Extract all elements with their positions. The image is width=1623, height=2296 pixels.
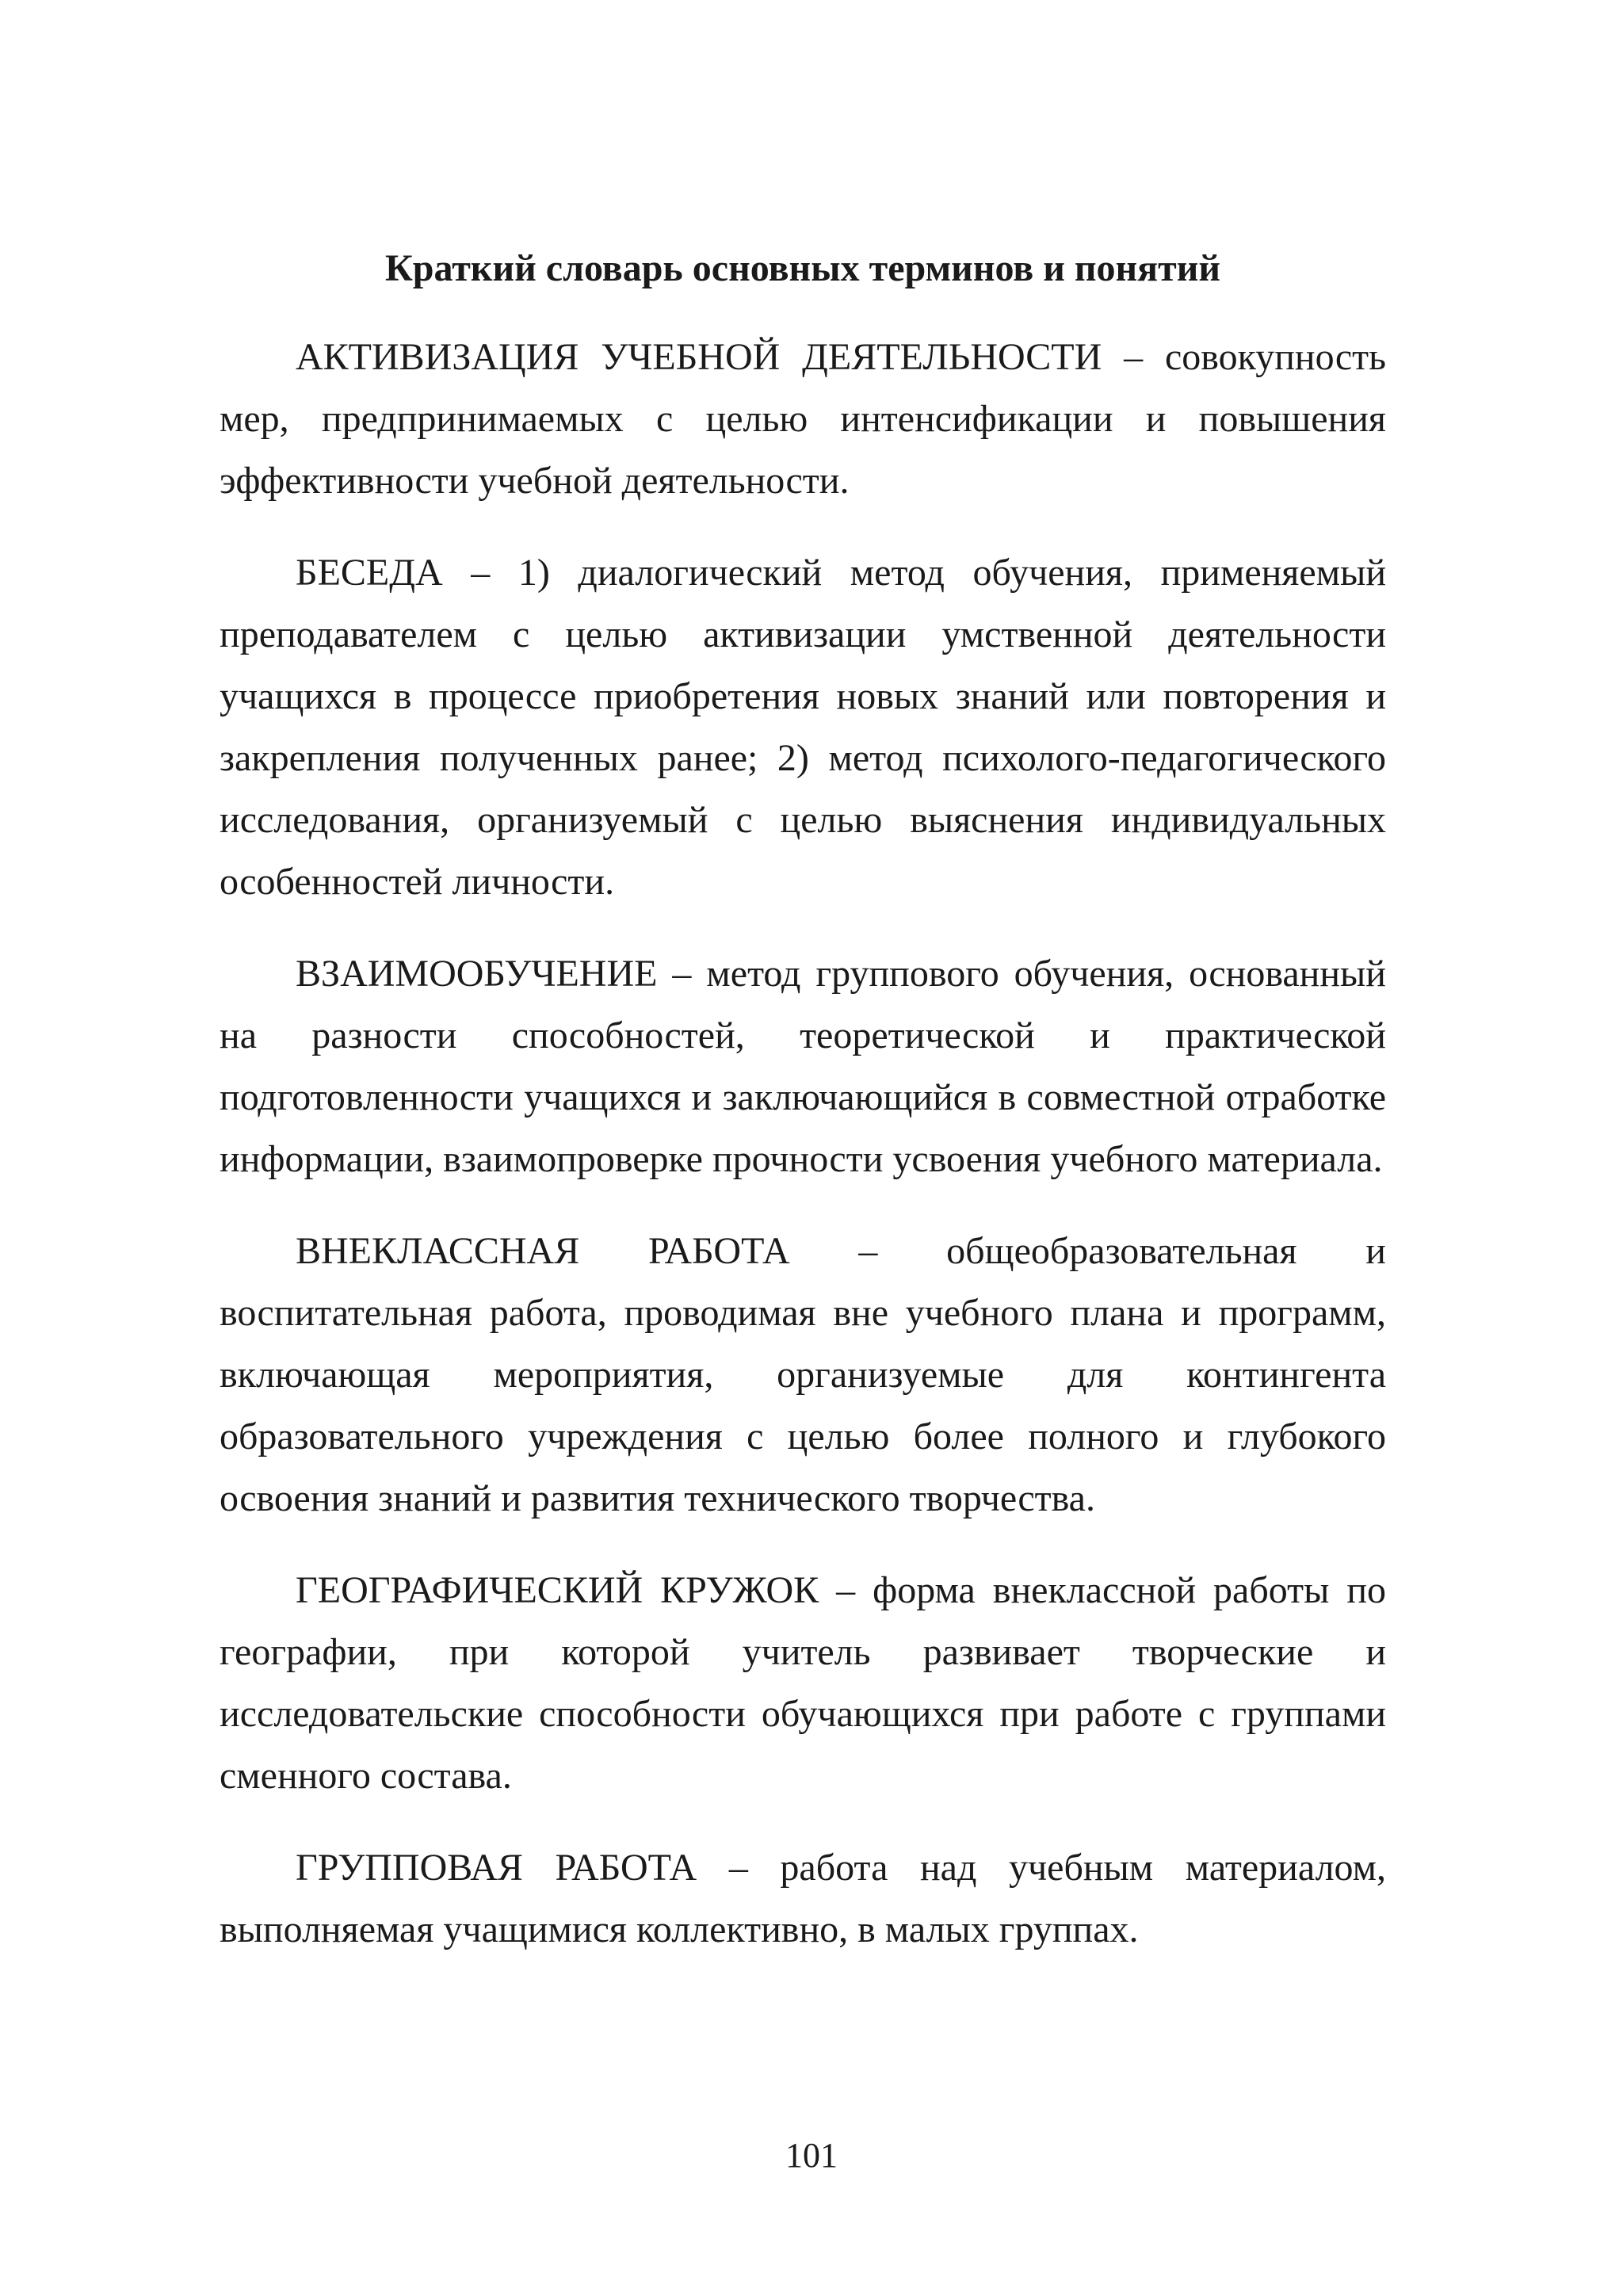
- entry-term: БЕСЕДА: [296, 552, 443, 594]
- glossary-entry: [220, 327, 1386, 512]
- entry-definition: – общеобразовательная и воспитательная работа, проводимая вне учебного плана и программ, включающая мероприятия, организуемые для контингента образовательного учреждения с целью более полного и глубокого освоения знаний и развития технического творчества.: [220, 1230, 1386, 1519]
- entry-definition: – работа над учебным материалом, выполняемая учащимися коллективно, в малых группах.: [220, 1847, 1386, 1950]
- entry-term: ГРУППОВАЯ РАБОТА: [296, 1847, 697, 1889]
- page-number: 101: [785, 2136, 838, 2175]
- page-content: [220, 238, 1386, 1991]
- entry-term: ГЕОГРАФИЧЕСКИЙ КРУЖОК: [296, 1569, 819, 1611]
- glossary-entry: [220, 1560, 1386, 1807]
- entry-definition: – метод группового обучения, основанный на разности способностей, теоретической и практической подготовленности учащихся и заключающийся в совместной отработке информации, взаимопроверке прочности усвоения учебного материала.: [220, 953, 1386, 1180]
- entry-definition: – 1) диалогический метод обучения, применяемый преподавателем с целью активизации умственной деятельности учащихся в процессе приобретения новых знаний или повторения и закрепления полученных ранее; 2) метод психолого-педагогического исследования, организуемый с целью выяснения индивидуальных особенностей личности.: [220, 552, 1386, 903]
- entry-term: АКТИВИЗАЦИЯ УЧЕБНОЙ ДЕЯТЕЛЬНОСТИ: [296, 336, 1102, 378]
- entry-term: ВЗАИМООБУЧЕНИЕ: [296, 953, 658, 995]
- glossary-entry: [220, 1837, 1386, 1961]
- page-title: Краткий словарь основных терминов и понятий: [384, 247, 1221, 289]
- glossary-entry: [220, 1221, 1386, 1530]
- entry-definition: – форма внеклассной работы по географии, при которой учитель развивает творческие и исследовательские способности обучающихся при работе с группами сменного состава.: [220, 1569, 1386, 1797]
- glossary-entry: [220, 542, 1386, 913]
- entry-term: ВНЕКЛАССНАЯ РАБОТА: [296, 1230, 790, 1272]
- glossary-entry: [220, 943, 1386, 1190]
- entry-definition: – совокупность мер, предпринимаемых с целью интенсификации и повышения эффективности учебной деятельности.: [220, 336, 1386, 502]
